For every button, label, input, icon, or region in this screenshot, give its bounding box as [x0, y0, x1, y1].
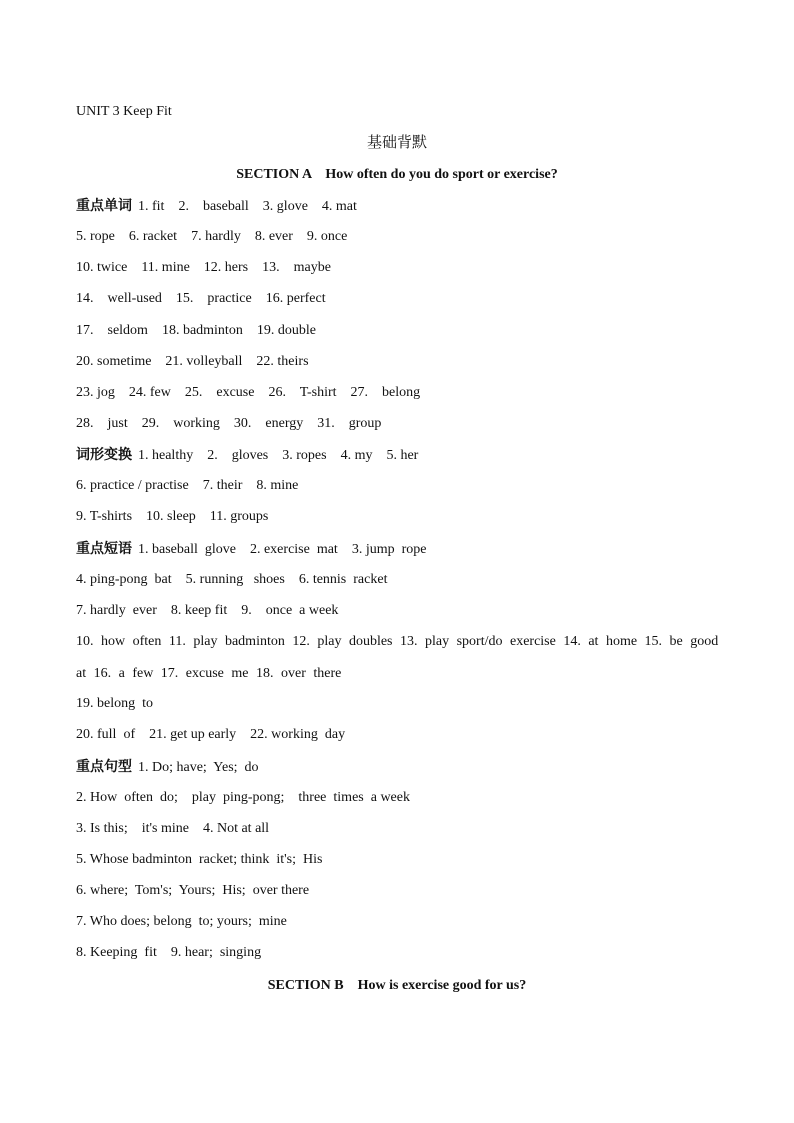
answer-line [76, 321, 726, 352]
answer-text: 3. Is this; it's mine 4. Not at all [76, 820, 270, 836]
answer-line [76, 445, 726, 476]
answer-text: 7. hardly ever 8. keep fit 9. once a week [76, 602, 339, 618]
answer-text: 20. full of 21. get up early 22. working day [76, 727, 346, 743]
answer-text: 1. fit 2. baseball 3. glove 4. mat [138, 199, 357, 214]
answer-text: 5. Whose badminton racket; think it's; His [76, 851, 323, 867]
answer-text: 9. T-shirts 10. sleep 11. groups [76, 509, 269, 525]
answer-line [76, 881, 726, 912]
section-b-spacer [344, 978, 358, 993]
answer-line [76, 289, 726, 320]
answer-line [76, 912, 726, 943]
answer-text: 4. ping-pong bat 5. running shoes 6. tennis racket [76, 571, 388, 587]
page-subtitle: 基础背默 [366, 135, 427, 151]
section-a-label: SECTION A [236, 167, 312, 182]
answer-line [76, 788, 726, 819]
section-b-question: How is exercise good for us? [357, 978, 527, 993]
answer-text: 1. Do; have; Yes; do [138, 759, 259, 775]
answer-text: 28. just 29. working 30. energy 31. group [76, 415, 382, 431]
answer-text: 14. well-used 15. practice 16. perfect [76, 291, 326, 307]
answer-text: 17. seldom 18. badminton 19. double [76, 322, 316, 338]
answer-text: 19. belong to [76, 696, 153, 712]
answer-line [76, 725, 726, 756]
answer-text: 7. Who does; belong to; yours; mine [76, 914, 287, 930]
answer-line [76, 626, 726, 688]
answer-line [76, 757, 726, 788]
section-a-question: How often do you do sport or exercise? [325, 167, 558, 182]
answer-line [76, 570, 726, 601]
category-label: 重点句型 [76, 758, 132, 775]
answer-line [76, 850, 726, 881]
answer-text: 2. How often do; play ping-pong; three times a week [76, 789, 410, 805]
answer-line [76, 258, 726, 289]
answer-text: 8. Keeping fit 9. hear; singing [76, 945, 262, 961]
answer-text: 1. healthy 2. gloves 3. ropes 4. my 5. her [138, 448, 419, 464]
section-b-label: SECTION B [267, 978, 344, 993]
answer-line [76, 943, 726, 974]
answer-text: 1. baseball glove 2. exercise mat 3. jump rope [138, 541, 427, 557]
answer-line [76, 476, 726, 507]
answer-text: 23. jog 24. few 25. excuse 26. T-shirt 27. belong [76, 384, 421, 400]
answer-text: 10. how often 11. play badminton 12. play doubles 13. play sport/do exercise 14. at home 15. be good at 16. a few 17. excuse me 18. over there [76, 634, 719, 681]
category-label: 重点短语 [76, 540, 132, 557]
answer-text: 5. rope 6. racket 7. hardly 8. ever 9. once [76, 229, 348, 245]
category-label: 重点单词 [76, 198, 132, 214]
section-b-heading [0, 976, 794, 996]
answer-text: 10. twice 11. mine 12. hers 13. maybe [76, 260, 331, 276]
answer-line [76, 196, 726, 227]
category-label: 词形变换 [76, 447, 132, 464]
answer-text: 6. practice / practise 7. their 8. mine [76, 478, 299, 494]
unit-title: UNIT 3 Keep Fit [76, 104, 172, 119]
answer-line [76, 227, 726, 258]
answer-line [76, 383, 726, 414]
answer-line [76, 507, 726, 538]
answer-line [76, 539, 726, 570]
section-a-heading [0, 165, 794, 185]
answer-list [76, 196, 726, 975]
answer-text: 20. sometime 21. volleyball 22. theirs [76, 353, 309, 369]
answer-line [76, 352, 726, 383]
answer-line [76, 694, 726, 725]
section-a-spacer [311, 167, 325, 182]
answer-text: 6. where; Tom's; Yours; His; over there [76, 883, 310, 899]
answer-line [76, 414, 726, 445]
answer-line [76, 819, 726, 850]
